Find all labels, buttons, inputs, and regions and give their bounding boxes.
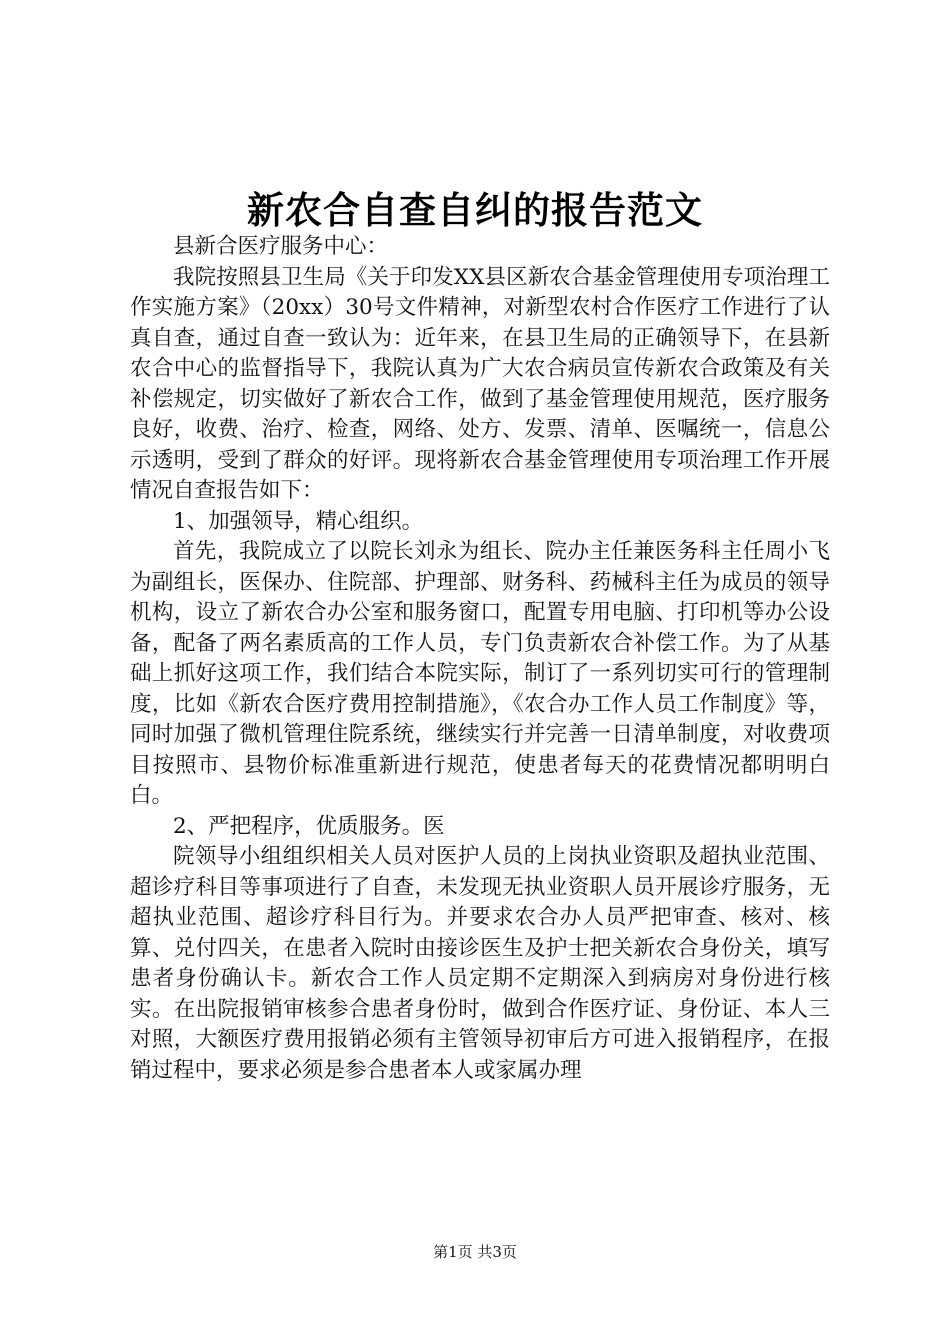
body-paragraph: 院领导小组组织相关人员对医护人员的上岗执业资职及超执业范围、超诊疗科目等事项进行了自查，未发现无执业资职人员开展诊疗服务，无超执业范围、超诊疗科目行为。并要求农合办人员严把审查、核对、核算、兑付四关，在患者入院时由接诊医生及护士把关新农合身份关，填写患者身份确认卡。新农合工作人员定期不定期深入到病房对身份进行核实。在出院报销审核参合患者身份时，做到合作医疗证、身份证、本人三对照，大额医疗费用报销必须有主管领导初审后方可进入报销程序，在报销过程中，要求必须是参合患者本人或家属办理 — [130, 844, 830, 1083]
document-body — [130, 232, 830, 1086]
page-number-footer: 第1页 共3页 — [433, 1243, 517, 1261]
body-paragraph: 我院按照县卫生局《关于印发XX县区新农合基金管理使用专项治理工作实施方案》（20xx）30号文件精神，对新型农村合作医疗工作进行了认真自查，通过自查一致认为：近年来，在县卫生局的正确领导下，在县新农合中心的监督指导下，我院认真为广大农合病员宣传新农合政策及有关补偿规定，切实做好了新农合工作，做到了基金管理使用规范，医疗服务良好，收费、治疗、检查，网络、处方、发票、清单、医嘱统一，信息公示透明，受到了群众的好评。现将新农合基金管理使用专项治理工作开展情况自查报告如下： — [130, 264, 830, 503]
section-heading: 2、严把程序，优质服务。医 — [173, 813, 445, 839]
document-title: 新农合自查自纠的报告范文 — [247, 188, 703, 232]
salutation-paragraph: 县新合医疗服务中心： — [173, 234, 389, 259]
body-paragraph: 首先，我院成立了以院长刘永为组长、院办主任兼医务科主任周小飞为副组长，医保办、住院部、护理部、财务科、药械科主任为成员的领导机构，设立了新农合办公室和服务窗口，配置专用电脑、打印机等办公设备，配备了两名素质高的工作人员，专门负责新农合补偿工作。为了从基础上抓好这项工作，我们结合本院实际，制订了一系列切实可行的管理制度，比如《新农合医疗费用控制措施》，《农合办工作人员工作制度》等，同时加强了微机管理住院系统，继续实行并完善一日清单制度，对收费项目按照市、县物价标准重新进行规范，使患者每天的花费情况都明明白白。 — [130, 539, 830, 808]
section-heading: 1、加强领导，精心组织。 — [173, 508, 424, 534]
